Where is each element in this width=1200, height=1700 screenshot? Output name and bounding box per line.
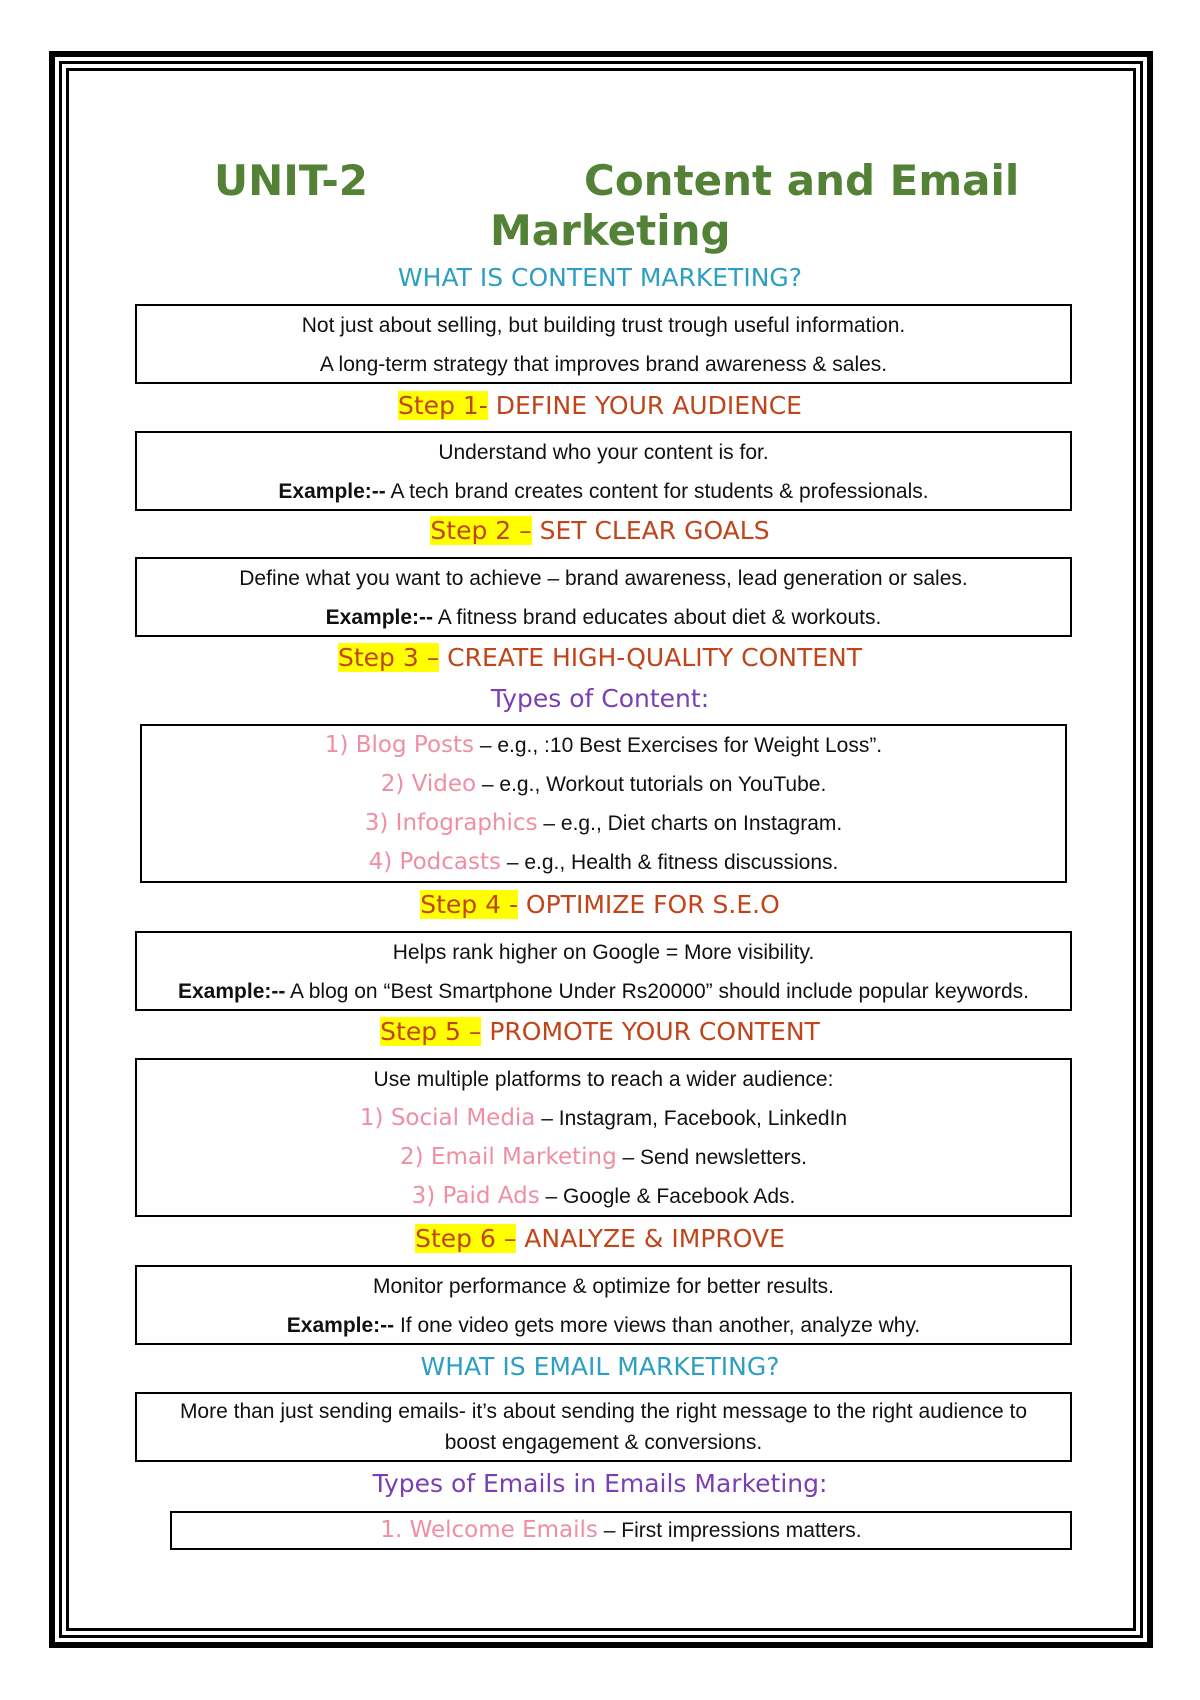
email-marketing-heading: WHAT IS EMAIL MARKETING? (420, 1352, 780, 1381)
step-2-heading (0, 516, 1200, 545)
definition-line: Not just about selling, but building trust trough useful information. (301, 314, 906, 337)
email-type-name: 1. Welcome Emails (380, 1517, 598, 1543)
step-2-example (137, 598, 1070, 637)
example-text: A blog on “Best Smartphone Under Rs20000” should include popular keywords. (285, 980, 1029, 1003)
step-3-heading (0, 643, 1200, 672)
step-2-box (135, 557, 1072, 637)
list-item (172, 1513, 1070, 1548)
step-5-box (135, 1058, 1072, 1217)
list-item (137, 1177, 1070, 1216)
example-text: A tech brand creates content for students & professionals. (385, 480, 929, 503)
content-type-name: 1) Blog Posts (324, 732, 475, 758)
title-line-2: Marketing (490, 206, 731, 255)
example-label: Example:-- (178, 980, 286, 1003)
platform-name: 3) Paid Ads (411, 1183, 540, 1209)
step-4-description: Helps rank higher on Google = More visibility. (392, 941, 815, 964)
definition-line: boost engagement & conversions. (444, 1431, 763, 1454)
step-4-heading (0, 890, 1200, 919)
step-6-box (135, 1265, 1072, 1345)
email-types-heading: Types of Emails in Emails Marketing: (372, 1469, 828, 1498)
step-1-label: Step 1- (398, 391, 488, 420)
step-4-box (135, 931, 1072, 1011)
content-marketing-heading: WHAT IS CONTENT MARKETING? (397, 263, 803, 292)
definition-line: More than just sending emails- it’s about sending the right message to the right audience to (179, 1400, 1028, 1423)
list-item (142, 726, 1065, 765)
email-types-box (170, 1511, 1072, 1550)
step-6-example (137, 1306, 1070, 1345)
list-item (142, 843, 1065, 882)
step-4-label: Step 4 - (420, 890, 518, 919)
step-6-description: Monitor performance & optimize for better results. (372, 1275, 834, 1298)
step-2-title: SET CLEAR GOALS (531, 516, 770, 545)
list-item (142, 804, 1065, 843)
list-item (142, 765, 1065, 804)
content-type-name: 3) Infographics (364, 810, 538, 836)
step-6-heading (0, 1224, 1200, 1253)
step-1-box (135, 431, 1072, 511)
platform-name: 2) Email Marketing (400, 1144, 617, 1170)
step-5-description: Use multiple platforms to reach a wider audience: (373, 1068, 834, 1091)
step-4-title: OPTIMIZE FOR S.E.O (517, 890, 780, 919)
content-types-box (140, 724, 1067, 883)
list-item (137, 1099, 1070, 1138)
step-6-title: ANALYZE & IMPROVE (516, 1224, 785, 1253)
platform-description: – Send newsletters. (616, 1146, 807, 1169)
content-type-description: – e.g., :10 Best Exercises for Weight Loss”. (474, 734, 883, 757)
content-type-description: – e.g., Health & fitness discussions. (501, 851, 839, 874)
step-2-label: Step 2 – (430, 516, 532, 545)
content-type-name: 2) Video (380, 771, 477, 797)
email-marketing-box (135, 1392, 1072, 1462)
step-2-description: Define what you want to achieve – brand awareness, lead generation or sales. (239, 567, 968, 590)
content-type-name: 4) Podcasts (368, 849, 502, 875)
example-text: A fitness brand educates about diet & workouts. (433, 606, 882, 629)
step-5-heading (0, 1017, 1200, 1046)
step-1-description: Understand who your content is for. (438, 441, 769, 464)
example-label: Example:-- (278, 480, 386, 503)
content-marketing-box (135, 304, 1072, 384)
platform-description: – Google & Facebook Ads. (539, 1185, 796, 1208)
types-of-content-heading: Types of Content: (490, 684, 710, 713)
step-1-title: DEFINE YOUR AUDIENCE (487, 391, 802, 420)
content-type-description: – e.g., Diet charts on Instagram. (537, 812, 843, 835)
step-3-title: CREATE HIGH-QUALITY CONTENT (439, 643, 862, 672)
step-5-title: PROMOTE YOUR CONTENT (481, 1017, 820, 1046)
step-4-example (137, 972, 1070, 1011)
step-1-heading (0, 391, 1200, 420)
title-line-1: Content and Email (584, 156, 1020, 205)
page-title (0, 148, 1200, 258)
platform-description: – Instagram, Facebook, LinkedIn (535, 1107, 848, 1130)
step-5-label: Step 5 – (380, 1017, 482, 1046)
step-3-label: Step 3 – (337, 643, 440, 672)
step-6-label: Step 6 – (415, 1224, 517, 1253)
unit-label: UNIT-2 (214, 156, 369, 205)
example-label: Example:-- (325, 606, 434, 629)
list-item (137, 1138, 1070, 1177)
definition-line: A long-term strategy that improves brand awareness & sales. (319, 353, 888, 376)
email-type-description: – First impressions matters. (597, 1519, 862, 1542)
content-type-description: – e.g., Workout tutorials on YouTube. (476, 773, 827, 796)
example-label: Example:-- (286, 1314, 395, 1337)
example-text: If one video gets more views than another, analyze why. (394, 1314, 921, 1337)
step-1-example (137, 472, 1070, 511)
platform-name: 1) Social Media (359, 1105, 536, 1131)
